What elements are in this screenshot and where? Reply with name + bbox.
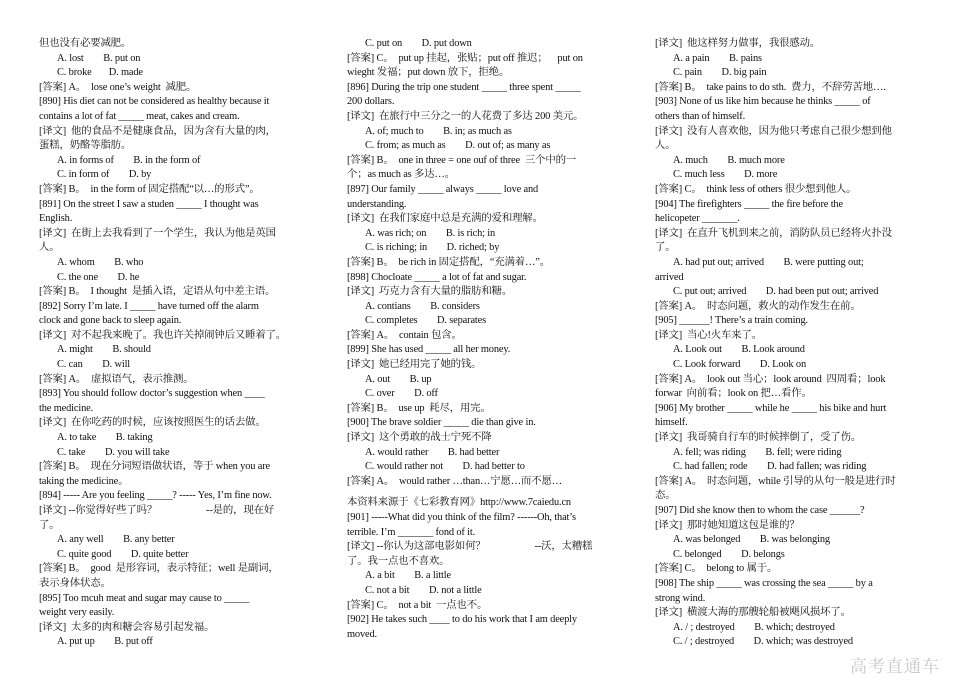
option-line: A. was rich; on B. is rich; in bbox=[365, 227, 496, 239]
text-line: [译文] --你认为这部电影如何？ --沃，太糟糕 bbox=[347, 541, 593, 553]
option-line: A. / ; destroyed B. which; destroyed bbox=[673, 621, 835, 633]
text-line: strong wind. bbox=[655, 592, 706, 604]
text-line: the medicine. bbox=[39, 402, 94, 414]
text-line: wieght 发福；put down 放下，拒绝。 bbox=[347, 67, 510, 79]
text-line: [答案] A。 lose one’s weight 减肥。 bbox=[39, 81, 197, 93]
option-line: C. the one D. he bbox=[57, 271, 140, 283]
text-line: [902] He takes such ____ to do his work that I am deeply bbox=[347, 614, 577, 626]
text-line: [译文] 没有人喜欢他，因为他只考虑自己很少想到他 bbox=[655, 125, 892, 137]
text-line: understanding. bbox=[347, 198, 407, 210]
text-column-left bbox=[39, 37, 311, 650]
text-line: clock and gone back to sleep again. bbox=[39, 315, 182, 327]
text-line: [890] His diet can not be considered as healthy because it bbox=[39, 96, 270, 108]
text-column-middle bbox=[347, 37, 619, 642]
option-line: A. was belonged B. was belonging bbox=[673, 534, 830, 546]
option-line: C. much less D. more bbox=[673, 169, 778, 181]
option-line: A. any well B. any better bbox=[57, 534, 175, 546]
option-line: A. fell; was riding B. fell; were riding bbox=[673, 446, 842, 458]
text-line: [答案] B。 现在分词短语做状语，等于 when you are bbox=[39, 461, 270, 473]
text-line: terrible. I’m _______ fond of it. bbox=[347, 526, 476, 538]
option-line: A. contians B. considers bbox=[365, 300, 480, 312]
text-line: [答案] C。 put up 挂起，张贴；put off 推迟； put on bbox=[347, 52, 583, 64]
text-line: [译文] 在直升飞机到来之前，消防队员已经将火扑没 bbox=[655, 227, 892, 239]
text-line: [译文] 当心!火车来了。 bbox=[655, 329, 762, 341]
text-line: [答案] B。 in the form of 固定搭配“以…的形式”。 bbox=[39, 183, 260, 195]
text-line: arrived bbox=[655, 271, 684, 283]
option-line: C. broke D. made bbox=[57, 67, 143, 79]
text-line: English. bbox=[39, 213, 73, 225]
text-line: [899] She has used _____ all her money. bbox=[347, 344, 511, 356]
option-line: C. not a bit D. not a little bbox=[365, 584, 482, 596]
option-line: C. in form of D. by bbox=[57, 169, 152, 181]
option-line: A. out B. up bbox=[365, 373, 432, 385]
text-line: 了。我一点也不喜欢。 bbox=[347, 555, 450, 567]
option-line: A. whom B. who bbox=[57, 256, 144, 268]
option-line: A. lost B. put on bbox=[57, 52, 141, 64]
text-line: [译文] 横渡大海的那艘轮船被飓风损坏了。 bbox=[655, 607, 851, 619]
text-line: [答案] B。 be rich in 固定搭配，“充满着…”。 bbox=[347, 256, 550, 268]
text-line: [答案] B。 good 是形容词，表示特征；well 是副词， bbox=[39, 563, 279, 575]
option-line: A. Look out B. Look around bbox=[673, 344, 805, 356]
text-line: [译文] 我哥骑自行车的时候摔倒了，受了伤。 bbox=[655, 432, 862, 444]
text-column-right bbox=[655, 37, 927, 650]
option-line: C. is riching; in D. riched; by bbox=[365, 242, 500, 254]
text-line: [893] You should follow doctor’s suggestion when ____ bbox=[39, 388, 265, 400]
text-line: [答案] B。 take pains to do sth. 费力，不辞劳苦地…. bbox=[655, 81, 886, 93]
text-line: [译文] 巧克力含有大量的脂肪和糖。 bbox=[347, 286, 513, 298]
text-line: others than of himself. bbox=[655, 110, 746, 122]
option-line: A. a pain B. pains bbox=[673, 52, 762, 64]
text-line: [译文] 这个勇敢的战士宁死不降 bbox=[347, 432, 492, 444]
text-line: [答案] C。 belong to 属于。 bbox=[655, 563, 778, 575]
text-line: [答案] B。 one in three = one ouf of three 三个中的一 bbox=[347, 154, 577, 166]
option-line: C. would rather not D. had better to bbox=[365, 461, 525, 473]
option-line: C. belonged D. belongs bbox=[673, 548, 785, 560]
option-line: C. from; as much as D. out of; as many as bbox=[365, 140, 551, 152]
text-line: [904] The firefighters _____ the fire before the bbox=[655, 198, 843, 210]
text-line: 个；as much as 多达…。 bbox=[347, 169, 455, 181]
option-line: C. pain D. big pain bbox=[673, 67, 767, 79]
option-line: C. had fallen; rode D. had fallen; was riding bbox=[673, 461, 867, 473]
text-line: 人。 bbox=[39, 242, 60, 254]
text-line: [908] The ship _____ was crossing the sea _____ by a bbox=[655, 577, 873, 589]
option-line: A. much B. much more bbox=[673, 154, 785, 166]
text-line: [答案] B。 I thought 是插入语，定语从句中差主语。 bbox=[39, 286, 276, 298]
paragraph-gap bbox=[347, 489, 619, 496]
text-line: [译文] 那时她知道这包是谁的？ bbox=[655, 519, 800, 531]
text-line: [译文] 他这样努力做事，我很感动。 bbox=[655, 38, 821, 49]
text-line: [答案] A。 虚拟语气，表示推测。 bbox=[39, 373, 194, 385]
text-line: [894] ----- Are you feeling _____? ----- Yes, I’m fine now. bbox=[39, 490, 272, 502]
text-line: [译文] 他的食品不是健康食品，因为含有大量的肉， bbox=[39, 125, 276, 137]
text-line: [891] On the street I saw a studen _____ I thought was bbox=[39, 198, 259, 210]
text-line: [译文] 对不起我来晚了。我也许关掉闹钟后又睡着了。 bbox=[39, 329, 287, 341]
option-line: C. over D. off bbox=[365, 388, 438, 400]
text-line: [896] During the trip one student _____ three spent _____ bbox=[347, 81, 581, 93]
text-line: [答案] C。 not a bit 一点也不。 bbox=[347, 599, 488, 611]
option-line: A. would rather B. had better bbox=[365, 446, 500, 458]
text-line: [答案] A。 时态问题，while 引导的从句一般是进行时 bbox=[655, 475, 896, 487]
text-line: [译文] 在街上去我看到了一个学生，我认为他是英国 bbox=[39, 227, 276, 239]
text-line: 蛋糕，奶酪等脂肪。 bbox=[39, 140, 132, 152]
option-line: C. can D. will bbox=[57, 359, 131, 371]
option-line: C. put on D. put down bbox=[365, 38, 472, 49]
text-line: [907] Did she know then to whom the case ______? bbox=[655, 505, 865, 516]
watermark-text: 高考直通车 bbox=[850, 657, 940, 677]
text-line: [903] None of us like him because he thinks _____ of bbox=[655, 96, 871, 108]
text-line: weight very easily. bbox=[39, 607, 115, 619]
text-line: 表示身体状态。 bbox=[39, 577, 111, 589]
text-line: helicopeter _______. bbox=[655, 213, 740, 225]
text-line: 了。 bbox=[39, 519, 60, 531]
option-line: A. a bit B. a little bbox=[365, 570, 451, 582]
text-line: [892] Sorry I’m late. I _____ have turned off the alarm bbox=[39, 300, 259, 312]
option-line: C. Look forward D. Look on bbox=[673, 359, 806, 371]
option-line: A. had put out; arrived B. were putting out; bbox=[673, 256, 864, 268]
text-line: taking the medicine。 bbox=[39, 475, 129, 487]
text-line: [译文] 太多的肉和糖会容易引起发福。 bbox=[39, 621, 215, 633]
option-line: C. / ; destroyed D. which; was destroyed bbox=[673, 636, 853, 648]
text-line: 态。 bbox=[655, 490, 676, 502]
text-line: 了。 bbox=[655, 242, 676, 254]
text-line: [898] Chocloate _____ a lot of fat and sugar. bbox=[347, 271, 527, 283]
text-line: [答案] A。 时态问题，救火的动作发生在前。 bbox=[655, 300, 861, 312]
text-line: 但也没有必要减肥。 bbox=[39, 38, 132, 49]
text-line: [901] -----What did you think of the film? ------Oh, that’s bbox=[347, 512, 576, 523]
text-line: [答案] A。 look out 当心；look around 四周看；look bbox=[655, 373, 886, 385]
text-line: [895] Too mcuh meat and sugar may cause to _____ bbox=[39, 592, 250, 604]
option-line: A. put up B. put off bbox=[57, 636, 153, 648]
option-line: A. of; much to B. in; as much as bbox=[365, 125, 512, 137]
text-line: [905] ______! There’s a train coming. bbox=[655, 315, 808, 327]
option-line: A. to take B. taking bbox=[57, 432, 153, 444]
text-line: [906] My brother _____ while he _____ his bike and hurt bbox=[655, 402, 887, 414]
text-line: [900] The brave soldier _____ die than give in. bbox=[347, 417, 536, 429]
text-line: 200 dollars. bbox=[347, 96, 395, 108]
text-line: [译文] 她已经用完了她的钱。 bbox=[347, 359, 482, 371]
text-line: [译文] 在旅行中三分之一的人花费了多达 200 美元。 bbox=[347, 110, 584, 122]
text-line: 本资料来源于《七彩教育网》http://www.7caiedu.cn bbox=[347, 497, 571, 509]
text-line: [答案] C。 think less of others 很少想到他人。 bbox=[655, 183, 857, 195]
text-line: [答案] B。 use up 耗尽，用完。 bbox=[347, 402, 491, 414]
text-line: [译文] 在你吃药的时候，应该按照医生的话去做。 bbox=[39, 417, 266, 429]
text-line: [答案] A。 would rather …than…宁愿…而不愿… bbox=[347, 475, 562, 487]
text-line: [答案] A。 contain 包含。 bbox=[347, 329, 462, 341]
text-line: [897] Our family _____ always _____ love and bbox=[347, 183, 539, 195]
option-line: C. completes D. separates bbox=[365, 315, 487, 327]
text-line: [译文] 在我们家庭中总是充满的爱和理解。 bbox=[347, 213, 543, 225]
option-line: C. quite good D. quite better bbox=[57, 548, 189, 560]
option-line: A. might B. should bbox=[57, 344, 151, 356]
text-line: contains a lot of fat _____ meat, cakes and cream. bbox=[39, 110, 240, 122]
text-line: forwar 向前看；look on 把…看作。 bbox=[655, 388, 812, 400]
option-line: C. take D. you will take bbox=[57, 446, 170, 458]
option-line: A. in forms of B. in the form of bbox=[57, 154, 201, 166]
text-line: himself. bbox=[655, 417, 688, 429]
text-line: moved. bbox=[347, 628, 377, 640]
option-line: C. put out; arrived D. had been put out; arrived bbox=[673, 286, 879, 298]
text-line: [译文] --你觉得好些了吗？ --是的，现在好 bbox=[39, 505, 275, 516]
text-line: 人。 bbox=[655, 140, 676, 152]
